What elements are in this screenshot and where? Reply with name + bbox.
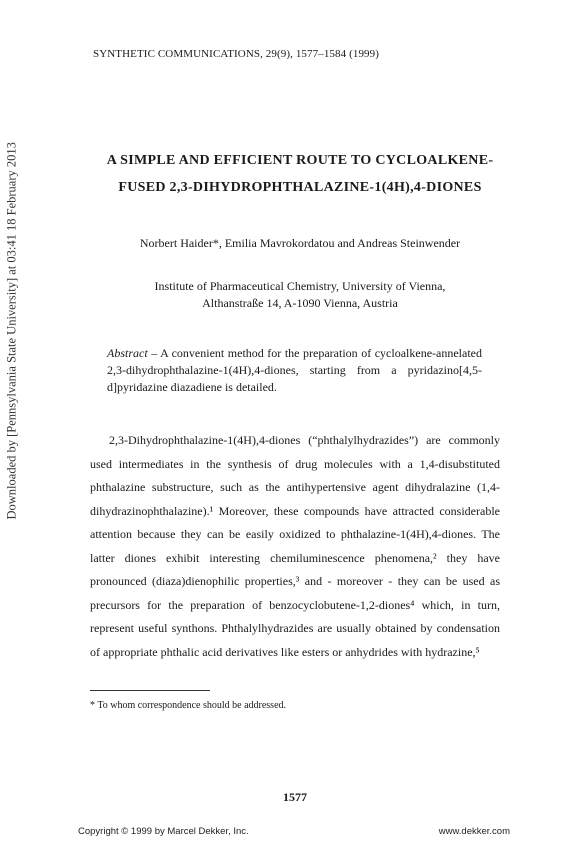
body-text xyxy=(90,429,500,664)
affiliation-line-1: Institute of Pharmaceutical Chemistry, University of Vienna, xyxy=(154,279,446,293)
abstract-text: A convenient method for the preparation of cycloalkene-annelated 2,3-dihydrophthalazine-1(4H),4-diones, starting from a pyridazino[4,5-d]pyridazine diazadiene is detailed. xyxy=(107,346,482,394)
affiliation xyxy=(90,278,510,312)
abstract-label: Abstract – xyxy=(107,346,158,360)
copyright-notice: Copyright © 1999 by Marcel Dekker, Inc. xyxy=(78,826,249,837)
page-number: 1577 xyxy=(283,790,307,804)
download-watermark: Downloaded by [Pennsylvania State University] at 03:41 18 February 2013 xyxy=(4,142,19,520)
article-title-line-2: FUSED 2,3-DIHYDROPHTHALAZINE-1(4H),4-DIONES xyxy=(118,180,482,195)
affiliation-line-2: Althanstraße 14, A-1090 Vienna, Austria xyxy=(202,296,398,310)
body-paragraph: 2,3-Dihydrophthalazine-1(4H),4-diones (“phthalylhydrazides”) are commonly used intermediates in the synthesis of drug molecules with a 1,4-disubstituted phthalazine substructure, such as the antihypertensive agent dihydralazine (1,4-dihydrazinophthalazine).¹ Moreover, these compounds have attracted considerable attention because they can be easily oxidized to phthalazine-1(4H),4-diones. The latter diones exhibit interesting chemiluminescence phenomena,² they have pronounced (diaza)dienophilic properties,³ and - moreover - they can be used as precursors for the preparation of benzocyclobutene-1,2-diones⁴ which, in turn, represent useful synthons. Phthalylhydrazides are usually obtained by condensation of appropriate phthalic acid derivatives like esters or anhydrides with hydrazine,⁵ xyxy=(90,433,500,659)
article-title-line-1: A SIMPLE AND EFFICIENT ROUTE TO CYCLOALKENE- xyxy=(106,153,494,168)
footnote: * To whom correspondence should be addressed. xyxy=(90,700,287,711)
journal-header: SYNTHETIC COMMUNICATIONS, 29(9), 1577–1584 (1999) xyxy=(93,48,380,60)
publisher-website: www.dekker.com xyxy=(438,826,510,837)
footnote-divider xyxy=(90,690,210,691)
author-list: Norbert Haider*, Emilia Mavrokordatou and Andreas Steinwender xyxy=(139,236,461,250)
abstract xyxy=(107,345,482,396)
